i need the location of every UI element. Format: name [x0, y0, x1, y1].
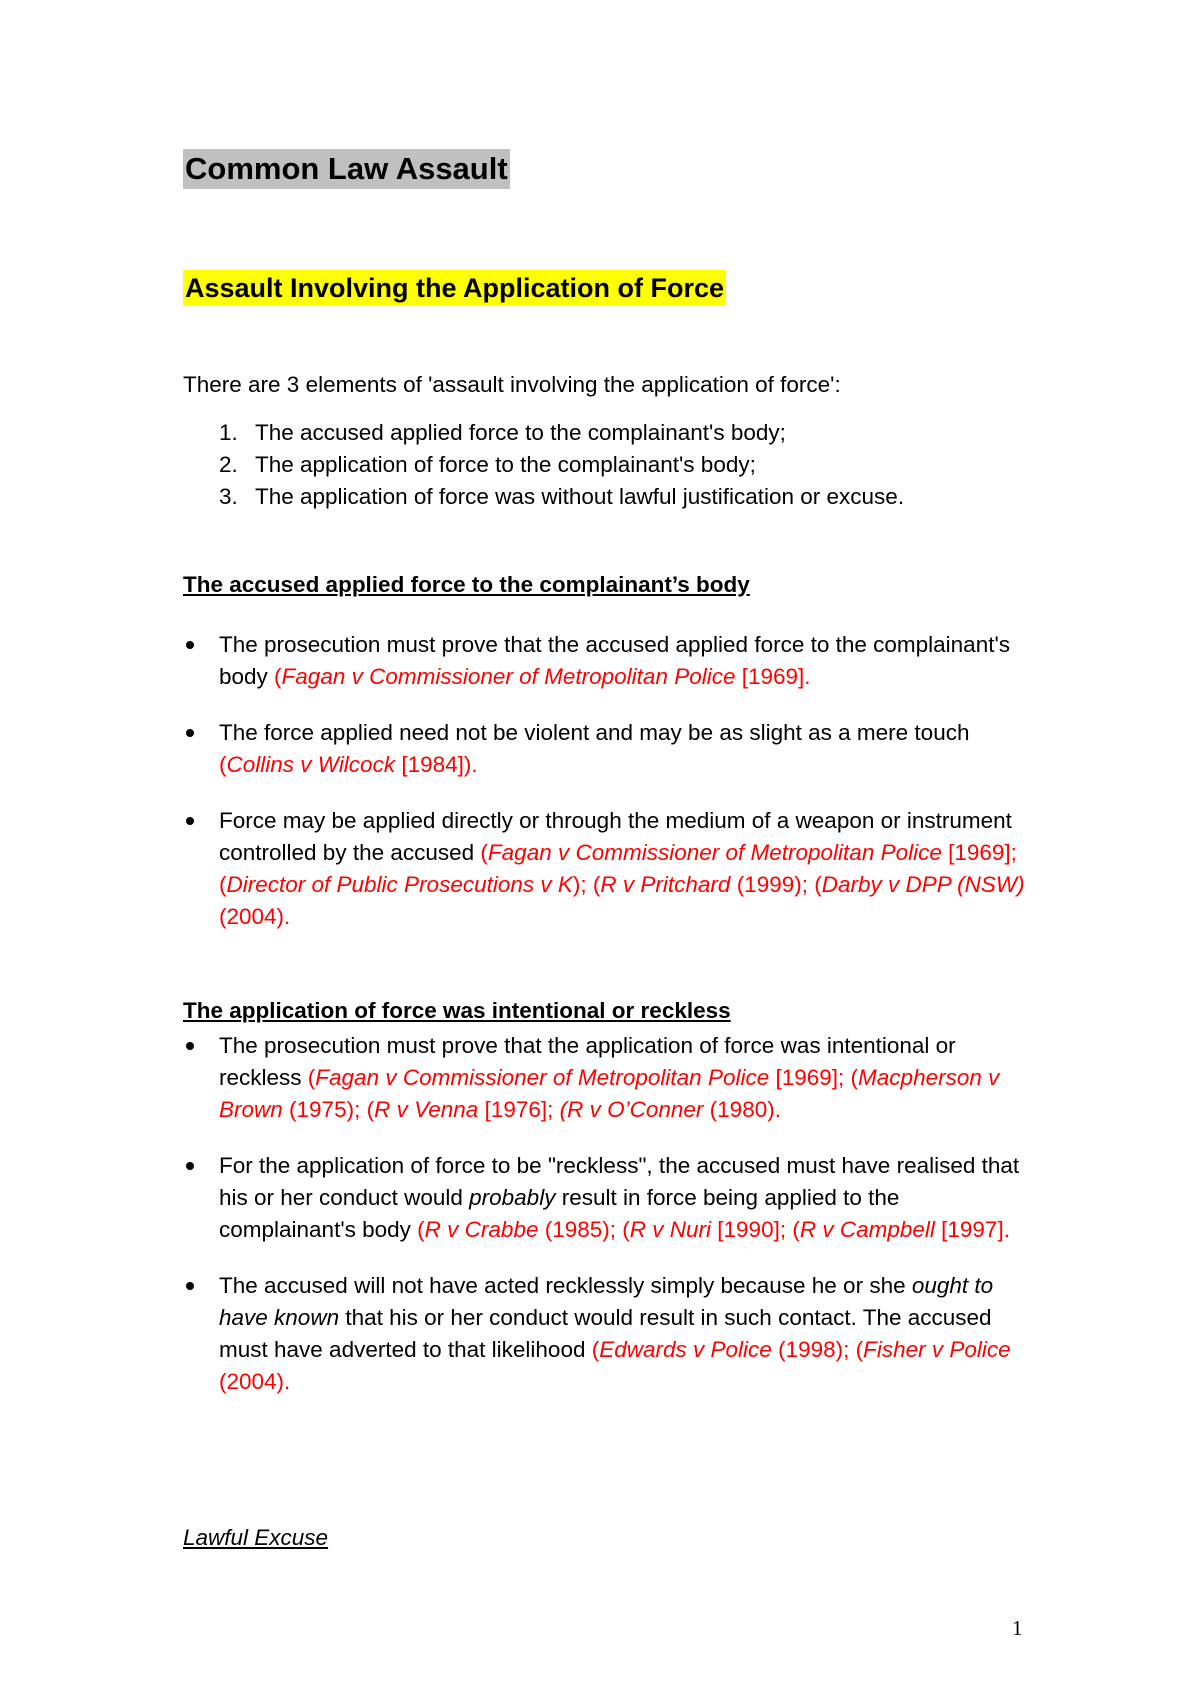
bullet-text: The prosecution must prove that the application of force was intentional or reckless — [219, 1033, 956, 1090]
emphasis-text: ought to have known — [219, 1273, 994, 1330]
subheading-applied-force: The accused applied force to the complainant’s body — [183, 572, 750, 597]
case-citation: Director of Public Prosecutions v K — [226, 872, 573, 897]
case-citation: Fagan v Commissioner of Metropolitan Police — [487, 840, 942, 865]
bullet-icon — [186, 1042, 194, 1050]
subheading-intentional-reckless: The application of force was intentional or reckless — [183, 998, 731, 1023]
citation-punct: (1975); ( — [282, 1097, 375, 1122]
citation-punct: [1984]). — [395, 752, 478, 777]
bullet-icon — [186, 817, 194, 825]
bullet-text: Force may be applied directly or through the medium of a weapon or instrument controlled by the accused — [219, 808, 1012, 865]
bullet-item — [183, 1150, 1033, 1246]
citation-punct: (1999); ( — [730, 872, 822, 897]
citation-punct: (1980). — [703, 1097, 781, 1122]
citation-punct: ( — [417, 1217, 425, 1242]
bullet-text: that his or her conduct would result in such contact. The accused must have adverted to that likelihood — [219, 1305, 992, 1362]
case-citation: Fisher v Police — [863, 1337, 1011, 1362]
citation-punct: ( — [274, 664, 282, 689]
lawful-excuse-heading: Lawful Excuse — [183, 1525, 329, 1550]
bullet-icon — [186, 641, 194, 649]
elements-list — [183, 417, 904, 513]
case-citation: R v Pritchard — [600, 872, 731, 897]
citation-punct: [1969]; ( — [219, 840, 1017, 897]
emphasis-text: probably — [469, 1185, 556, 1210]
list-item-text: The application of force was without lawful justification or excuse. — [255, 484, 905, 509]
bullet-item — [183, 717, 1033, 781]
citation-punct: [1969]; ( — [769, 1065, 859, 1090]
list-number: 1. — [219, 420, 238, 445]
case-citation: R v Venna — [374, 1097, 479, 1122]
citation-punct: ( — [591, 1337, 600, 1362]
citation-punct: [1997]. — [934, 1217, 1010, 1242]
citation-punct: (2004). — [219, 1369, 291, 1394]
list-number: 3. — [219, 484, 238, 509]
elements-intro: There are 3 elements of 'assault involving the application of force': — [183, 372, 841, 397]
citation-punct: (1985); ( — [538, 1217, 630, 1242]
list-number: 2. — [219, 452, 238, 477]
bullet-text: For the application of force to be "reckless", the accused must have realised that his or her conduct would — [219, 1153, 1020, 1210]
list-item-text: The application of force to the complainant's body; — [255, 452, 756, 477]
bullet-item — [183, 1030, 1033, 1126]
case-citation: (R v O’Conner — [559, 1097, 704, 1122]
case-citation: Collins v Wilcock — [226, 752, 396, 777]
case-citation: Fagan v Commissioner of Metropolitan Police — [315, 1065, 770, 1090]
citation-punct: [1990]; ( — [711, 1217, 800, 1242]
citation-punct: ( — [219, 752, 227, 777]
intentional-reckless-bullets — [183, 1030, 1033, 1422]
bullet-text: The prosecution must prove that the accused applied force to the complainant's body — [219, 632, 1011, 689]
bullet-item — [183, 805, 1033, 933]
citation-punct: [1976]; — [478, 1097, 560, 1122]
citation-punct: ( — [480, 840, 488, 865]
list-item-text: The accused applied force to the complainant's body; — [255, 420, 786, 445]
case-citation: R v Campbell — [799, 1217, 935, 1242]
case-citation: Fagan v Commissioner of Metropolitan Police — [281, 664, 736, 689]
bullet-text: The accused will not have acted recklessly simply because he or she — [219, 1273, 912, 1298]
case-citation: R v Nuri — [629, 1217, 712, 1242]
list-item — [183, 449, 904, 481]
bullet-icon — [186, 1162, 194, 1170]
citation-punct: ( — [307, 1065, 316, 1090]
bullet-text: The force applied need not be violent and may be as slight as a mere touch — [219, 720, 970, 745]
page-number: 1 — [1012, 1616, 1023, 1640]
list-item — [183, 481, 904, 513]
citation-punct: [1969]. — [735, 664, 811, 689]
document-title: Common Law Assault — [183, 149, 510, 189]
case-citation: R v Crabbe — [424, 1217, 539, 1242]
citation-punct: (1998); ( — [771, 1337, 864, 1362]
citation-punct: (2004). — [219, 904, 291, 929]
list-item — [183, 417, 904, 449]
case-citation: Edwards v Police — [599, 1337, 772, 1362]
case-citation: Darby v DPP (NSW) — [821, 872, 1025, 897]
bullet-text: result in force being applied to the complainant's body — [219, 1185, 900, 1242]
bullet-item — [183, 1270, 1033, 1398]
bullet-icon — [186, 729, 194, 737]
case-citation: Macpherson v Brown — [219, 1065, 1000, 1122]
section-heading: Assault Involving the Application of Force — [183, 270, 726, 306]
bullet-item — [183, 629, 1033, 693]
bullet-icon — [186, 1282, 194, 1290]
applied-force-bullets — [183, 629, 1033, 957]
citation-punct: ); ( — [572, 872, 601, 897]
